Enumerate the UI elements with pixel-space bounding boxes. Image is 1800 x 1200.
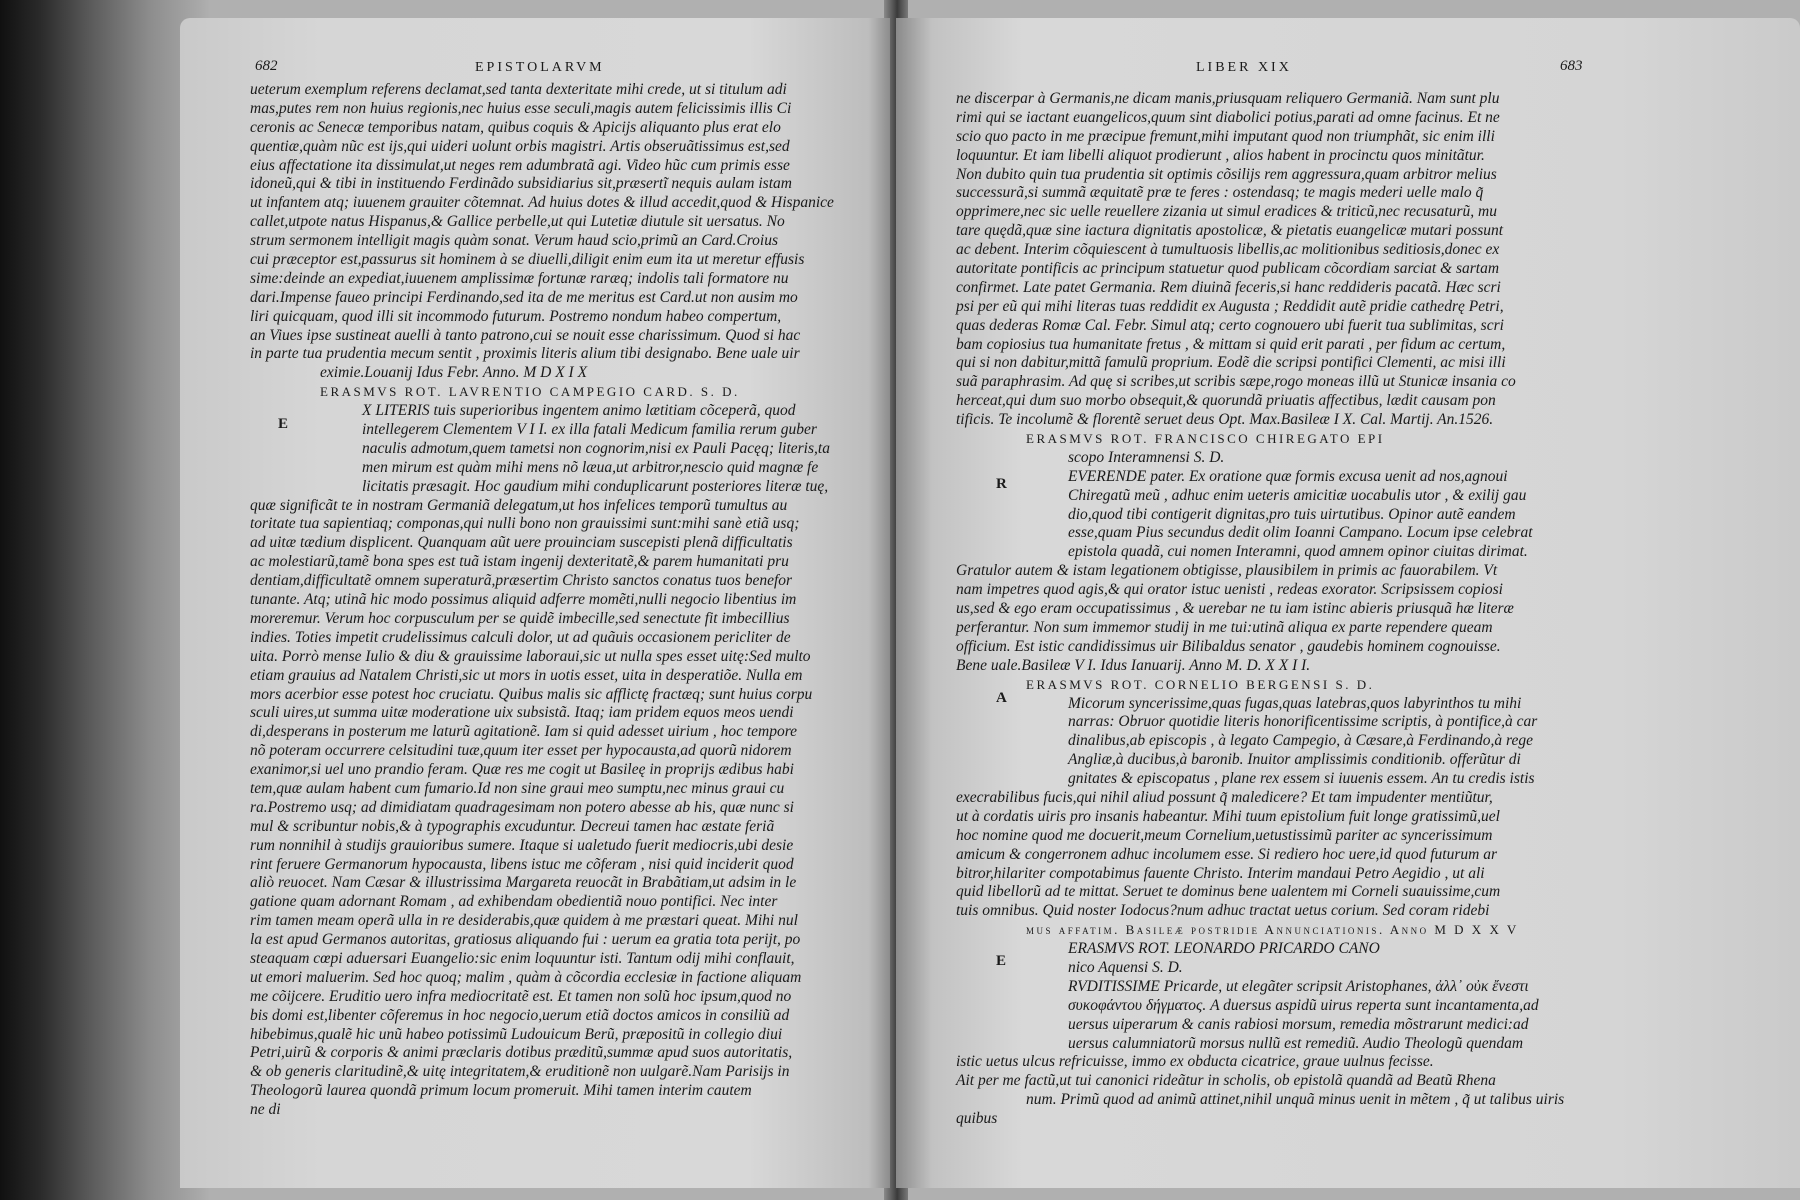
text-line: sculi uires,ut summa uitæ moderatione uix subsistã. Itaq; iam pridem equos meos uendi (250, 704, 794, 722)
text-line: ad uitæ tædium displicent. Quanquam aũt uere prouinciam suscepisti plenã difficultatis (250, 534, 793, 552)
text-line: mors acerbior esse potest hoc cruciatu. Quibus malis sic afflictę fractæq; sunt huius corpu (250, 685, 813, 703)
text-line: dentiam,difficultatẽ omnem superaturã,præsertim Christo sanctos conatus tuos benefor (250, 572, 793, 590)
text-line: tunante. Atq; utinã hic modo possimus aliquid adferre momẽti,nulli negocio libentius im (250, 591, 797, 609)
text-line: mul & scribuntur nobis,& à typographis excuduntur. Decreui tamen hac æstate feriã (250, 817, 775, 835)
left-page-text (250, 81, 834, 1120)
text-line: uersus uiperarum & canis rabiosi morsum, remedia mõstrarunt medici:ad (1068, 1015, 1529, 1033)
text-line: opprimere,nec sic uelle reuellere zizania ut simul eradices & triticũ,nec recusaturũ, mu (956, 203, 1497, 221)
text-line: rint feruere Germanorum hypocausta, libens istuc me cõferam , nisi quid inciderit quod (250, 855, 794, 873)
text-line: men mirum est quàm mihi mens nõ læua,ut arbitror,nescio quid magnæ fe (362, 458, 819, 476)
text-line: EVERENDE pater. Ex oratione quæ formis excusa uenit ad nos,agnoui (1068, 467, 1508, 485)
text-line: autoritate pontificis ac principum statuetur quod publicam cõcordiam sarciat & sartam (956, 260, 1500, 278)
text-line: rim tamen meam operã ulla in re desiderabis,quæ quidem à me præstari queat. Mihi nul (250, 912, 798, 930)
text-line: nico Aquensi S. D. (1068, 958, 1183, 976)
marginal-initial-a: A (996, 690, 1007, 706)
text-line: bis domi est,libenter cõferemus in hoc negocio,uerum etiã doctos amicos in consiliũ ad (250, 1006, 790, 1024)
text-line: psi per eũ qui mihi literas tuas reddidit ex Augusta ; Reddidit autẽ pridie cathedrę Petri, (956, 297, 1504, 315)
text-line: mas,putes rem non huius regionis,nec huius esse seculi,magis autem felicissimis illis Ci (250, 99, 792, 117)
text-line: tare quędã,quæ sine iactura dignitatis apostolicæ, & pietatis euangelicæ mutari possunt (956, 222, 1504, 240)
text-line: in parte tua prudentia mecum sentit , proximis literis alium tibi designabo. Bene uale uir (250, 345, 800, 363)
marginal-initial-r: R (996, 476, 1007, 492)
text-line: dio,quod tibi contigerit dignitas,pro tuis uirtutibus. Opinor autẽ eandem (1068, 505, 1516, 523)
text-line: ne discerpar à Germanis,ne dicam manis,priusquam reliquero Germaniã. Nam sunt plu (956, 90, 1500, 107)
text-line: ra.Postremo usq; ad dimidiatam quadragesimam non potero abesse ab his, quæ nunc si (250, 798, 794, 816)
text-line: X LITERIS tuis superioribus ingentem animo lætitiam cõceperã, quod (362, 402, 796, 420)
text-line: eximie.Louanij Idus Febr. Anno. M D X I X (320, 364, 588, 382)
text-line: aliò reuocet. Nam Cæsar & illustrissima Margareta reuocãt in Brabãtiam,ut adsim in le (250, 874, 797, 892)
text-line: suã paraphrasim. Ad quę si scribes,ut scribis sæpe,rogo moneas illũ ut Stunicæ insania co (956, 373, 1516, 391)
text-line: toritate tua sapientiaq; componas,qui nulli bono non grauissimi sunt:mihi sanè etiã usq; (250, 515, 800, 533)
right-page (896, 18, 1800, 1188)
right-folio: 683 (1560, 58, 1583, 74)
text-line: epistola quadã, cui nomen Interamni, quod amnem opinor ciuitas dirimat. (1068, 543, 1528, 561)
text-line: me cõijcere. Eruditio uero infra mediocritatẽ est. Et tamen non solũ hoc ipsum,quod no (250, 987, 792, 1005)
text-line: quentiæ,quàm nũc est ijs,qui uideri uolunt orbis magistri. Artis obseruãtissimus est,sed (250, 137, 790, 155)
text-line: Bene uale.Basileæ V I. Idus Ianuarij. Anno M. D. X X I I. (956, 656, 1311, 674)
text-line: ERASMVS ROT. FRANCISCO CHIREGATO EPI (1026, 431, 1385, 447)
text-line: Angliæ,à ducibus,à baronib. Inuitor amplissimis conditionib. offerũtur di (1068, 751, 1521, 769)
text-line: execrabilibus fucis,qui nihil aliud possunt q̃ maledicere? Et tam impudenter mentiũtur, (956, 788, 1493, 806)
text-line: us,sed & ego eram occupatissimus , & uerebar ne tu iam istinc abieris priusquã hæ literæ (956, 600, 1514, 618)
text-line: rum nonnihil à studijs grauioribus sumere. Itaque si ualetudo fuerit mediocris,ubi desie (250, 836, 794, 854)
text-line: dari.Impense faueo principi Ferdinando,sed ita de me meritus est Card.ut non ausim mo (250, 288, 798, 306)
text-line: ERASMVS ROT. LAVRENTIO CAMPEGIO CARD. S. D. (320, 384, 740, 400)
text-line: an Viues ipse sustineat auelli à tanto patrono,cui se nouit esse charissimum. Quod si hac (250, 326, 801, 344)
text-line: quas dederas Romæ Cal. Febr. Simul atq; certo cognouero ubi fuerit tua sublimitas, scri (956, 316, 1504, 334)
text-line: Theologorũ laurea quondã primum locum promeruit. Mihi tamen interim cautem (250, 1082, 752, 1100)
text-line: ac debent. Interim cõquiescent à tumultuosis libellis,ac molitionibus seditiosis,donec ex (956, 241, 1500, 259)
text-line: bam copiosius tua humanitate fretus , & mittam si quid erit parati , per fidum ac certum, (956, 335, 1506, 353)
text-line: dinalibus,ab episcopis , à legato Campegio, à Cæsare,à Ferdinando,à rege (1068, 732, 1533, 750)
text-line: esse,quam Pius secundus dedit olim Ioanni Campano. Locum ipse celebrat (1068, 524, 1533, 542)
text-line: Ait per me factũ,ut tui canonici rideãtur in scholis, ob epistolã quandã ad Beatũ Rhena (956, 1072, 1496, 1090)
text-line: Chiregatũ meũ , adhuc enim ueteris amicitiæ uocabulis utor , & exilij gau (1068, 486, 1527, 504)
text-line: RVDITISSIME Pricarde, ut elegãter scripsit Aristophanes, ἀλλ᾽ οὐκ ἔνεστι (1068, 977, 1529, 995)
text-line: tificis. Te incolumẽ & florentẽ seruet deus Opt. Max.Basileæ I X. Cal. Martij. An.1526. (956, 411, 1494, 429)
text-line: num. Primũ quod ad animũ attinet,nihil unquã minus uenit in mẽtem , q̃ ut talibus uiris (1026, 1091, 1565, 1109)
text-line: gatione quam adornant Romam , ad exhibendam obedientiã nouo pontifici. Nec inter (250, 893, 778, 911)
text-line: di,desperans in posterum me laturũ agitationẽ. Iam si quid adesset uirium , hoc tempore (250, 723, 798, 741)
text-line: ut à cordatis uiris pro insanis habeantur. Mihi tuum epistolium fuit longe gratissimũ,uel (956, 807, 1500, 825)
text-line: & ob generis claritudinẽ,& uitę integritatem,& eruditionẽ non uulgarẽ.Nam Parisijs in (250, 1063, 790, 1081)
text-line: la est apud Germanos autoritas, gratiosus aliquando fui : uerum ea gratia tota perijt, po (250, 931, 801, 949)
text-line: qui si non dabitur,mittã famulũ proprium. Eodẽ die scripsi pontifici Clementi, ac misi illi (956, 354, 1506, 372)
text-line: uersus calumniatorũ morsus nullũ est remediũ. Audio Theologũ quendam (1068, 1034, 1524, 1052)
right-running-head: LIBER XIX (1196, 60, 1292, 75)
marginal-initial: E (278, 416, 289, 432)
text-line: naculis admotum,quem tametsi non cognorim,nisi ex Pauli Pacęq; literis,ta (362, 439, 830, 457)
text-line: uita. Porrò mense Iulio & diu & grauissime laboraui,sic ut nulla spes esset uitę:Sed multo (250, 647, 811, 665)
text-line: nam impetres quod agis,& qui orator istuc uenisti , redeas exorator. Scripsissem copiosi (956, 581, 1503, 599)
text-line: rimi qui se iactant euangelicos,quum sint diabolici potius,parati ad omne facinus. Et ne (956, 108, 1500, 126)
text-line: narras: Obruor quotidie literis honorificentissime scriptis, à pontifice,à car (1068, 713, 1538, 731)
text-line: sime:deinde an expediat,iuuenem amplissimæ fortunæ raræq; indolis tali formatore nu (250, 269, 789, 287)
left-page (180, 18, 890, 1188)
text-line: mus affatim. Basileæ postridie Annunciationis. Anno M D X X V (1026, 922, 1519, 938)
text-line: Micorum syncerissime,quas fugas,quas latebras,quos labyrinthos tu mihi (1068, 694, 1522, 712)
text-line: indies. Toties impetit crudelissimus calculi dolor, ut ad quãuis occasionem pericliter de (250, 628, 791, 646)
text-line: gnitates & episcopatus , plane rex essem si iuuenis essem. An tu credis istis (1068, 770, 1535, 788)
text-line: eius affectatione ita dissimulat,ut neges rem adumbratã agi. Video hũc cum primis esse (250, 156, 790, 174)
text-line: ceronis ac Senecæ temporibus natam, quibus coquis & Apicijs aliquanto plus erat elo (250, 118, 781, 136)
text-line: bitror,hilariter compotabimus fauente Christo. Interim mandaui Petro Aegidio , ut ali (956, 864, 1485, 882)
text-line: quæ significãt te in nostram Germaniã delegatum,ut hos infelices temporũ tumultus au (250, 496, 788, 514)
text-line: ut emori maluerim. Sed hoc quoq; malim , quàm à cõcordia ecclesiæ in factione aliquam (250, 968, 802, 986)
text-line: Gratulor autem & istam legationem obtigisse, plausibilem in primis ac fauorabilem. Vt (956, 562, 1498, 580)
text-line: nõ poteram occurrere celsitudini tuæ,quum iter esset per hypocausta,ad quorũ nidorem (250, 742, 792, 760)
text-line: ac molestiarũ,tamẽ bona spes est tuã istam ingenij dexteritatẽ,& parem humanitati pru (250, 553, 789, 571)
text-line: hoc nomine quod me docuerit,meum Cornelium,uetustissimũ pariter ac syncerissimum (956, 826, 1493, 844)
text-line: Non dubito quin tua prudentia sit optimis cõsilijs rem aggressura,quam arbitror melius (956, 165, 1497, 183)
text-line: strum sermonem intelligit magis quàm sonat. Verum haud scio,primũ an Card.Croius (250, 232, 779, 250)
text-line: etiam grauius ad Natalem Christi,sic ut mors in uotis esset, uita in desperatiõe. Nulla em (250, 666, 803, 684)
text-line: intellegerem Clementem V I I. ex illa fatali Medicum familia rerum guber (362, 421, 817, 439)
text-line: cui præceptor est,passurus sit hominem à se diuelli,diligit enim eum ita ut meretur effusis (250, 251, 805, 269)
text-line: confirmet. Late patet Germania. Rem diuinã feceris,si hanc reddideris pacatã. Hæc scri (956, 278, 1501, 296)
text-line: perferantur. Non sum immemor studij in me tui:utinã aliqua ex parte rependere queam (956, 618, 1493, 636)
left-folio: 682 (255, 58, 278, 74)
text-line: amicum & congerronem adhuc incolumem esse. Si rediero hoc uere,id quod futurum ar (956, 845, 1497, 863)
text-line: hibebimus,qualẽ hic unũ habeo potissimũ Ludouicum Berũ, præpositũ in collegio diui (250, 1025, 783, 1043)
text-line: liri quicquam, quod illi sit incommodo futurum. Postremo nondum habeo compertum, (250, 307, 782, 325)
text-line: ueterum exemplum referens declamat,sed tanta dexteritate mihi crede, ut si titulum adi (250, 81, 787, 98)
text-line: steaquam cœpi aduersari Euangelio:sic enim loquuntur isti. Tantum odij mihi conflauit, (250, 949, 795, 967)
text-line: scopo Interamnensi S. D. (1068, 448, 1225, 466)
text-line: quid libellorũ ad te mittat. Seruet te dominus bene ualentem mi Corneli suauissime,cum (956, 883, 1501, 901)
text-line: successurã,si summã æquitatẽ præ te feres : ostendasq; te magis mederi uelle malo q̃ (956, 184, 1484, 202)
left-running-head: EPISTOLARVM (475, 60, 605, 75)
text-line: loquuntur. Et iam libelli aliquot prodierunt , alios habent in procinctu quos minitãtur. (956, 146, 1485, 164)
right-page-text (956, 90, 1564, 1129)
marginal-initial-e: E (996, 953, 1007, 969)
text-line: officium. Est istic candidissimus uir Bilibaldus senator , gaudebis hominem cognouisse. (956, 637, 1501, 655)
text-line: exanimor,si uel uno prandio feram. Quæ res me cogit ut Basileę in proprijs ædibus habi (250, 761, 794, 779)
text-line: tuis omnibus. Quid noster Iodocus?num adhuc tractat uetus corium. Sed coram ridebi (956, 902, 1490, 920)
text-line: tem,quæ aulam habent cum fumario.Id non sine graui meo sumptu,nec minus graui cu (250, 779, 785, 797)
text-line: licitatis præsagit. Hoc gaudium mihi conduplicarunt posteriores literæ tuę, (362, 477, 829, 495)
text-line: ut infantem atq; iuuenem grauiter cõtemnat. Ad huius dotes & illud accedit,quod & Hispanice (250, 194, 834, 212)
text-line: istic uetus ulcus refricuisse, immo ex obducta cicatrice, graue uulnus fecisse. (956, 1053, 1434, 1071)
text-line: συκοφάντου δήγματος. A duersus aspidũ uirus reperta sunt incantamenta,ad (1068, 996, 1539, 1014)
text-line: herceat,qui dum suo morbo obsequit,& quorundã priuatis affectibus, lædit causam pon (956, 392, 1496, 410)
text-line: moreremur. Verum hoc corpusculum per se quidẽ imbecille,sed senectute fit imbecillius (250, 609, 790, 627)
text-line: quibus (956, 1110, 998, 1128)
text-line: scio quo pacto in me præcipue fremunt,mihi imputant quod non triumphãt, sic enim illi (956, 127, 1495, 145)
text-line: Petri,uirũ & corporis & animi præclaris dotibus præditũ,summæ apud suos autoritatis, (250, 1044, 793, 1062)
text-line: ERASMVS ROT. CORNELIO BERGENSI S. D. (1026, 676, 1375, 692)
text-line: idoneũ,qui & tibi in instituendo Ferdinãdo subsidiarius sit,præsertĩ nequis aulam istam (250, 175, 792, 193)
text-line: callet,utpote natus Hispanus,& Gallice perbelle,ut qui Lutetiæ diutule sit uersatus. No (250, 213, 785, 231)
text-line: ERASMVS ROT. LEONARDO PRICARDO CANO (1068, 940, 1380, 958)
text-line: ne di (250, 1101, 281, 1119)
